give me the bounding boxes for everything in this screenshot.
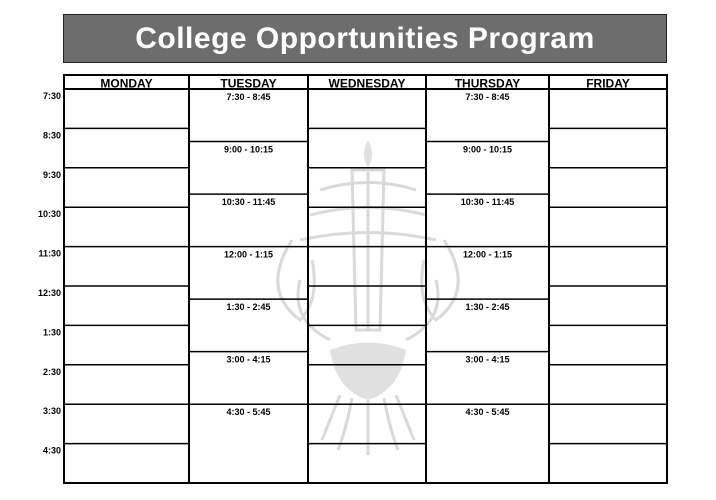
day-header-thursday: THURSDAY (454, 76, 521, 91)
hour-label: 10:30 (37, 209, 61, 220)
class-block-time: 3:00 - 4:15 (226, 354, 271, 365)
hour-label: 12:30 (37, 288, 61, 298)
class-block-time: 9:00 - 10:15 (462, 144, 513, 155)
hour-label: 11:30 (38, 248, 61, 259)
day-header-tuesday: TUESDAY (220, 76, 277, 91)
class-block-time: 10:30 - 11:45 (460, 197, 515, 208)
hour-label: 2:30 (42, 366, 61, 377)
class-block-time: 7:30 - 8:45 (226, 92, 271, 102)
hour-label: 3:30 (42, 406, 61, 417)
hour-label: 4:30 (42, 445, 61, 456)
hour-label: 7:30 (42, 91, 61, 101)
class-block-time: 1:30 - 2:45 (465, 302, 510, 313)
hour-label: 1:30 (42, 327, 61, 338)
class-block-time: 1:30 - 2:45 (226, 302, 271, 313)
hour-label: 8:30 (42, 130, 61, 141)
class-block-time: 3:00 - 4:15 (465, 354, 510, 365)
class-block-time: 4:30 - 5:45 (226, 407, 271, 418)
day-header-friday: FRIDAY (586, 76, 630, 91)
class-block-time: 4:30 - 5:45 (465, 407, 510, 418)
day-header-monday: MONDAY (100, 76, 153, 91)
class-block-time: 10:30 - 11:45 (221, 197, 276, 208)
class-block-time: 12:00 - 1:15 (223, 249, 274, 260)
class-block-time: 7:30 - 8:45 (465, 92, 510, 102)
day-header-wednesday: WEDNESDAY (328, 76, 406, 91)
torch-emblem-icon (278, 140, 458, 455)
schedule-frame (64, 75, 667, 483)
hour-label: 9:30 (42, 169, 61, 180)
page-title: College Opportunities Program (135, 21, 595, 55)
class-block-time: 12:00 - 1:15 (462, 249, 513, 260)
class-block-time: 9:00 - 10:15 (223, 144, 274, 155)
